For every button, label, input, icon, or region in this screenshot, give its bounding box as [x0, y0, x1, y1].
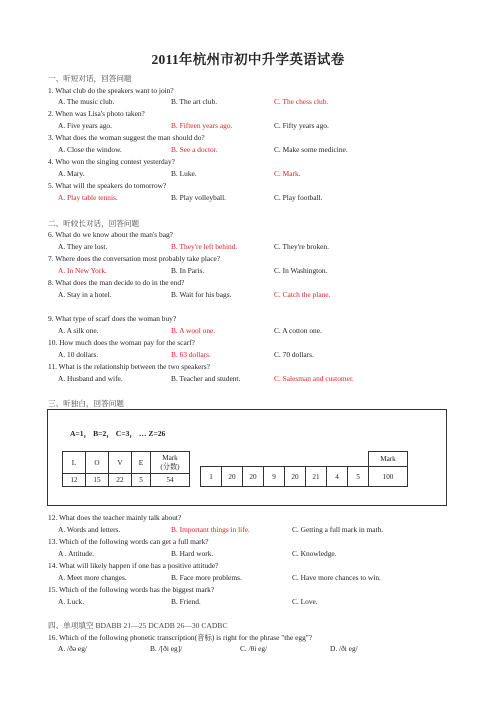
love-header-mark-label: Mark	[162, 453, 178, 462]
q5-option-b: B. Play volleyball.	[171, 193, 227, 202]
q5-option-a-answer: A. Play table tennis.	[58, 193, 118, 202]
q3-option-b-answer: B. See a doctor.	[171, 145, 218, 154]
mark-cell: 5	[348, 467, 369, 487]
mark-cell: 20	[222, 467, 243, 487]
q15-option-b: B. Friend.	[171, 597, 201, 606]
love-value-e: 5	[132, 474, 151, 487]
question-14: 14. What will likely happen if one has a positive attitude?	[48, 561, 219, 570]
q11-option-a: A. Husband and wife.	[58, 374, 123, 383]
q4-option-a: A. Mary.	[58, 169, 85, 178]
question-9: 9. What type of scarf does the woman buy?	[48, 314, 177, 323]
q4-option-c-answer: C. Mark.	[274, 169, 301, 178]
q1-option-c-answer: C. The chess club.	[274, 97, 329, 106]
love-header-e: E	[132, 452, 151, 474]
love-header-mark-cn: (分数)	[160, 462, 180, 471]
question-4: 4. Who won the singing contest yesterday?	[48, 157, 175, 166]
q10-option-a: A. 10 dollars.	[58, 350, 99, 359]
question-13: 13. Which of the following words can get a full mark?	[48, 537, 209, 546]
mark-cell: 20	[243, 467, 264, 487]
q16-option-a: A. /ðə eg/	[58, 644, 87, 653]
q12-option-b-answer: B. Important things in life.	[171, 525, 250, 534]
question-1: 1. What club do the speakers want to join?	[48, 86, 174, 95]
q4-option-b: B. Luke.	[171, 169, 197, 178]
q6-option-a: A. They are lost.	[58, 242, 108, 251]
q16-option-b: B. /[ði eg]/	[150, 644, 183, 653]
section-heading-1: 一、听短对话，回答问题	[48, 74, 132, 83]
mark-cell: 20	[285, 467, 306, 487]
mark-cell: 4	[327, 467, 348, 487]
question-12: 12. What does the teacher mainly talk about?	[48, 513, 182, 522]
q11-option-b: B. Teacher and student.	[171, 374, 241, 383]
question-10: 10. How much does the woman pay for the scarf?	[48, 338, 195, 347]
q8-option-a: A. Stay in a hotel.	[58, 290, 112, 299]
q3-option-a: A. Close the window.	[58, 145, 122, 154]
letter-value-formula: A=1， B=2， C=3， … Z=26	[70, 429, 166, 438]
q10-option-b-answer: B. 63 dollars.	[171, 350, 211, 359]
section-heading-4: 四、单项填空 BDABB 21—25 DCADB 26—30 CADBC	[48, 621, 228, 630]
q14-option-a: A. Meet more changes.	[58, 573, 127, 582]
q9-option-b-answer: B. A wool one.	[171, 326, 216, 335]
section-heading-3: 三、听独白，回答问题	[48, 399, 124, 408]
q8-option-b: B. Wait for his bags.	[171, 290, 232, 299]
love-value-mark: 54	[151, 474, 190, 487]
q10-option-c: C. 70 dollars.	[274, 350, 314, 359]
question-7: 7. Where does the conversation most probably take place?	[48, 254, 221, 263]
mark-table-header: Mark	[369, 452, 408, 467]
question-2: 2. When was Lisa's photo taken?	[48, 109, 145, 118]
love-header-mark	[151, 452, 190, 474]
q7-option-b: B. In Paris.	[171, 266, 205, 275]
q14-option-c: C. Have more chances to win.	[292, 573, 381, 582]
q7-option-a-answer: A. In New York.	[58, 266, 107, 275]
q13-option-a: A . Attitude.	[58, 549, 95, 558]
q8-option-c-answer: C. Catch the plane.	[274, 290, 331, 299]
question-15: 15. Which of the following words has the biggest mark?	[48, 585, 215, 594]
mark-cell: 21	[306, 467, 327, 487]
q6-option-b-answer: B. They're left behind.	[171, 242, 238, 251]
q13-option-c: C. Knowledge.	[292, 549, 337, 558]
q6-option-c: C. They're broken.	[274, 242, 329, 251]
q15-option-a: A. Luck.	[58, 597, 85, 606]
q9-option-a: A. A silk one.	[58, 326, 99, 335]
q14-option-b: B. Face more problems.	[171, 573, 242, 582]
q2-option-c: C. Fifty years ago.	[274, 121, 329, 130]
q13-option-b: B. Hard work.	[171, 549, 214, 558]
love-value-l: 12	[63, 474, 86, 487]
question-6: 6. What do we know about the man's bag?	[48, 230, 173, 239]
q5-option-c: C. Play football.	[274, 193, 323, 202]
q12-option-a: A. Words and letters.	[58, 525, 121, 534]
question-3: 3. What does the woman suggest the man should do?	[48, 133, 205, 142]
section-heading-2: 二、听较长对话，回答问题	[48, 219, 140, 228]
q11-option-c-answer: C. Salesman and customer.	[274, 374, 354, 383]
love-score-table	[62, 451, 190, 487]
q16-option-c: C. /θi eg/	[240, 644, 268, 653]
mark-table	[200, 451, 408, 487]
mark-cell: 1	[201, 467, 222, 487]
question-16: 16. Which of the following phonetic transcription(音标) is right for the phrase "the egg"?	[48, 633, 313, 642]
q9-option-c: C. A cotton one.	[274, 326, 322, 335]
q15-option-c: C. Love.	[292, 597, 318, 606]
question-11: 11. What is the relationship between the two speakers?	[48, 362, 210, 371]
page-title: 2011年杭州市初中升学英语试卷	[151, 52, 345, 67]
love-value-v: 22	[109, 474, 132, 487]
q1-option-a: A. The music club.	[58, 97, 115, 106]
love-header-l: L	[63, 452, 86, 474]
love-header-o: O	[86, 452, 109, 474]
question-5: 5. What will the speakers do tomorrow?	[48, 181, 167, 190]
love-value-o: 15	[86, 474, 109, 487]
q16-option-d: D. /ði eg/	[330, 644, 358, 653]
mark-cell: 9	[264, 467, 285, 487]
q3-option-c: C. Make some medicine.	[274, 145, 348, 154]
q7-option-c: C. In Washington.	[274, 266, 328, 275]
love-header-v: V	[109, 452, 132, 474]
q2-option-a: A. Five years ago.	[58, 121, 112, 130]
q1-option-b: B. The art club.	[171, 97, 218, 106]
question-8: 8. What does the man decide to do in the end?	[48, 278, 185, 287]
q2-option-b-answer: B. Fifteen years ago.	[171, 121, 233, 130]
mark-cell-total: 100	[369, 467, 408, 487]
q12-option-c: C. Getting a full mark in math.	[292, 525, 384, 534]
